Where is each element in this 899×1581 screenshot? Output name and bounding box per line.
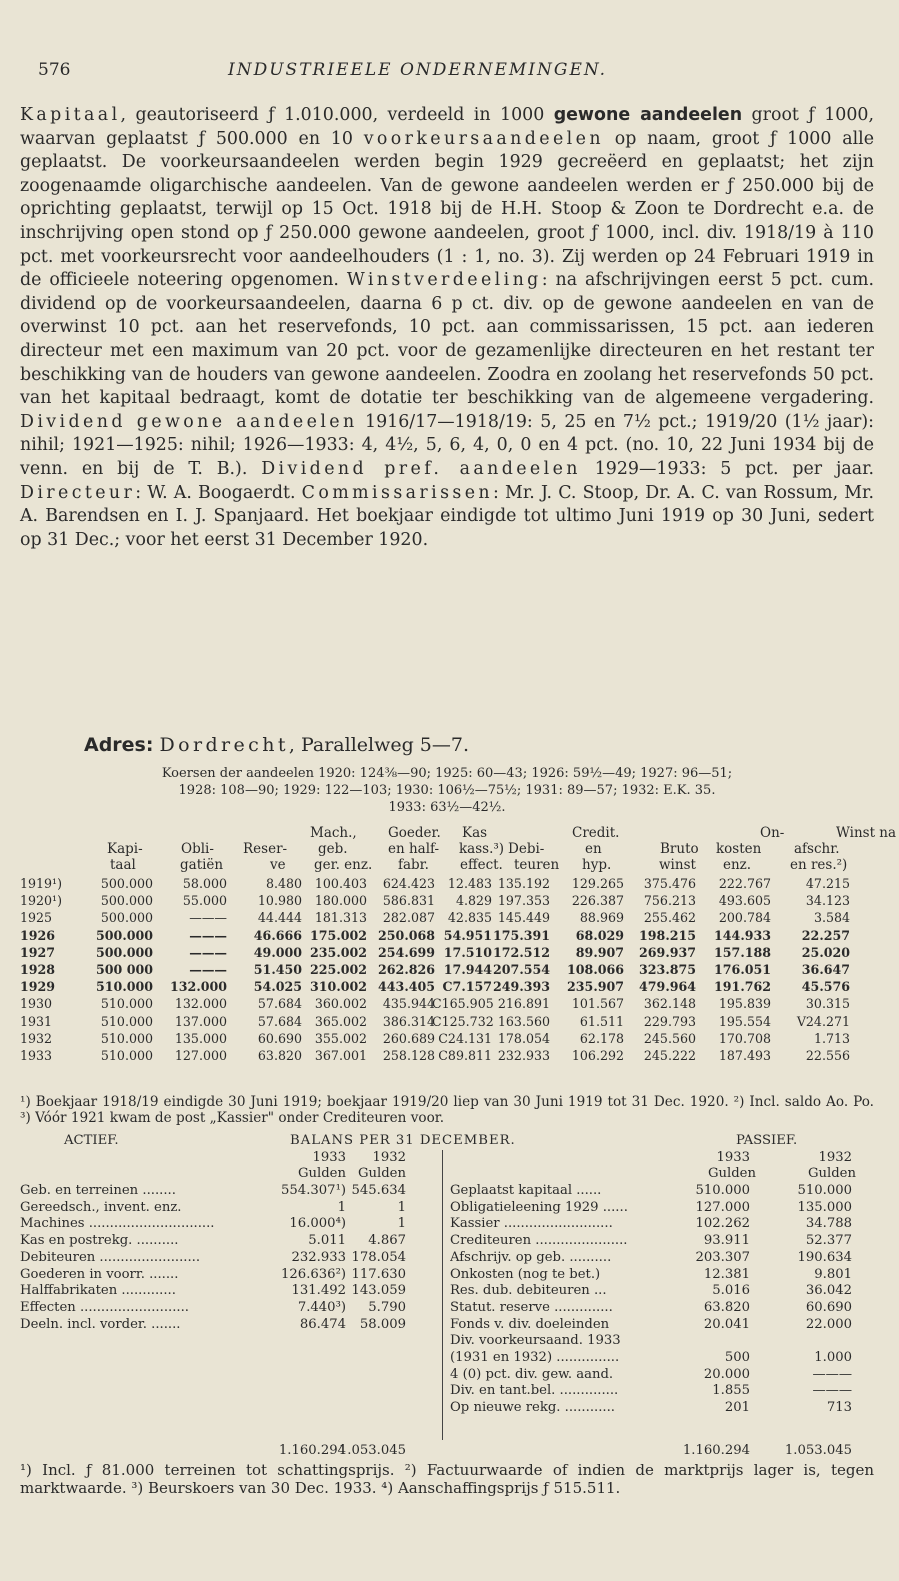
balance-title: BALANS PER 31 DECEMBER. xyxy=(290,1133,516,1148)
asset-value-1933: 16.000⁴) xyxy=(289,1216,346,1232)
table-cell: 323.875 xyxy=(639,962,696,977)
table-cell: 54.951 xyxy=(443,927,492,943)
asset-value-1932: 117.630 xyxy=(351,1266,406,1282)
asset-label: Geb. en terreinen ........ xyxy=(20,1183,176,1198)
liability-label: Div. en tant.bel. .............. xyxy=(450,1383,619,1399)
address-street: , Parallelweg 5—7. xyxy=(288,734,470,756)
table-cell: 55.000 xyxy=(182,893,227,909)
table-cell: 260.689 xyxy=(382,1030,435,1046)
liability-label: Crediteuren ...................... xyxy=(450,1233,628,1249)
table-cell: ——— xyxy=(189,927,227,943)
address-label: Adres: xyxy=(84,734,154,756)
table-cell: 197.353 xyxy=(497,893,550,909)
asset-label: Goederen in voorr. ....... xyxy=(20,1266,179,1282)
table-cell: 137.000 xyxy=(174,1013,227,1029)
table-row xyxy=(0,876,899,892)
body-run: 1929—1933: 5 pct. per jaar. xyxy=(580,458,875,479)
table-cell: 12.483 xyxy=(447,876,492,891)
table-cell: 22.257 xyxy=(801,927,850,943)
liability-value-1933: 127.000 xyxy=(695,1199,750,1215)
unit-heading: Gulden xyxy=(358,1166,406,1181)
table-cell: 216.891 xyxy=(497,996,550,1012)
table-cell: 132.000 xyxy=(170,979,227,995)
table-cell: 269.937 xyxy=(639,944,696,960)
year-heading: 1932 xyxy=(372,1150,406,1165)
table-cell: 175.391 xyxy=(493,927,550,943)
asset-value-1933: 5.011 xyxy=(308,1233,346,1249)
table-row xyxy=(0,910,899,926)
table-cell: 1.713 xyxy=(813,1030,850,1046)
liability-value-1933 xyxy=(670,1333,750,1349)
body-run: Directeur xyxy=(20,482,136,503)
column-header: Kas xyxy=(462,825,488,841)
asset-total-1932: 1.053.045 xyxy=(338,1443,406,1458)
asset-value-1933: 131.492 xyxy=(291,1283,346,1299)
liability-label: Geplaatst kapitaal ...... xyxy=(450,1183,602,1198)
liability-label: Op nieuwe rekg. ............ xyxy=(450,1400,615,1416)
liability-label: Div. voorkeursaand. 1933 xyxy=(450,1333,621,1349)
table-row xyxy=(0,928,899,944)
asset-value-1932: 5.790 xyxy=(368,1299,406,1315)
table-cell: ——— xyxy=(189,962,227,977)
liability-value-1932: 36.042 xyxy=(805,1283,852,1299)
table-cell: 60.690 xyxy=(257,1030,302,1046)
column-header: en xyxy=(585,841,602,857)
column-header: Bruto xyxy=(660,841,699,857)
table-cell: C24.131 xyxy=(438,1030,492,1046)
column-header: Mach., xyxy=(310,825,357,841)
table-cell: 258.128 xyxy=(382,1048,435,1063)
table-cell: 44.444 xyxy=(257,910,302,926)
liability-value-1932: 22.000 xyxy=(805,1316,852,1332)
liability-value-1933: 63.820 xyxy=(703,1299,750,1315)
liability-value-1932: 510.000 xyxy=(797,1183,852,1198)
table-footnote: ¹) Boekjaar 1918/19 eindigde 30 Juni 1919; boekjaar 1919/20 liep van 30 Juni 1919 tot 31 Dec. 1920. ²) Incl. saldo Ao. Po. ³) Vóór 1921 kwam de post „Kassier" onder Crediteuren voor. xyxy=(20,1094,874,1126)
table-cell: 17.944 xyxy=(443,962,492,977)
body-run: 1916/17—1918/19: 5, 25 en 7½ pct.; 1919/20 (1½ jaar): nihil; 1921—1925: nihil; 1926—1933: 4, 4½, 5, 6, 4, 0, 0 en 4 pct. (no. 10, 22 Juni 1934 bij de venn. en bij de T. B.). xyxy=(20,411,874,479)
table-cell: 510.000 xyxy=(100,1013,153,1029)
table-cell: 88.969 xyxy=(579,910,624,926)
share-price-line: Koersen der aandeelen 1920: 124⅜—90; 1925: 60—43; 1926: 59½—49; 1927: 96—51; xyxy=(161,766,733,781)
body-run: Kapitaal xyxy=(20,105,121,125)
column-header: en res.²) xyxy=(790,857,848,873)
table-cell: 235.907 xyxy=(567,979,624,995)
table-cell: 493.605 xyxy=(718,893,771,909)
table-cell: 200.784 xyxy=(718,910,771,926)
table-cell: 435.944 xyxy=(382,996,435,1012)
table-cell: ——— xyxy=(189,944,227,960)
liability-value-1932: 713 xyxy=(826,1400,852,1416)
table-cell: 386.314 xyxy=(382,1013,435,1029)
row-year: 1929 xyxy=(20,979,56,995)
liability-label: Res. dub. debiteuren ... xyxy=(450,1283,607,1299)
table-cell: 63.820 xyxy=(257,1048,302,1063)
company-description xyxy=(20,104,874,552)
address-city: Dordrecht xyxy=(159,734,289,756)
table-cell: 181.313 xyxy=(314,910,367,926)
table-row xyxy=(0,893,899,909)
asset-label: Debiteuren ........................ xyxy=(20,1249,201,1265)
liability-value-1932 xyxy=(772,1333,852,1349)
table-cell: 362.148 xyxy=(643,996,696,1012)
asset-value-1933: 1 xyxy=(337,1199,346,1215)
liability-value-1933: 510.000 xyxy=(695,1183,750,1198)
liability-label: Kassier .......................... xyxy=(450,1216,613,1232)
table-cell: 262.826 xyxy=(378,962,435,977)
table-row xyxy=(0,1031,899,1047)
unit-heading: Gulden xyxy=(708,1166,756,1181)
table-cell: 135.192 xyxy=(497,876,550,891)
liability-value-1932: 190.634 xyxy=(797,1249,852,1265)
table-cell: 51.450 xyxy=(253,962,302,977)
table-cell: C89.811 xyxy=(438,1048,492,1063)
address xyxy=(84,734,469,756)
table-cell: 360.002 xyxy=(314,996,367,1012)
table-cell: 163.560 xyxy=(497,1013,550,1029)
table-cell: 500.000 xyxy=(100,910,153,926)
body-run: Dividend pref. aandeelen xyxy=(261,458,581,479)
table-cell: 157.188 xyxy=(714,944,771,960)
table-cell: 58.000 xyxy=(182,876,227,891)
table-cell: 510.000 xyxy=(96,979,153,995)
column-header: geb. xyxy=(318,841,348,857)
unit-heading: Gulden xyxy=(808,1166,856,1181)
balance-footnote: ¹) Incl. ƒ 81.000 terreinen tot schattingsprijs. ²) Factuurwaarde of indien de marktprijs lager is, tegen marktwaarde. ³) Beurskoers van 30 Dec. 1933. ⁴) Aanschaffingsprijs ƒ 515.511. xyxy=(20,1461,874,1497)
liability-value-1933: 500 xyxy=(724,1350,750,1365)
body-run: : W. A. Boogaerdt. xyxy=(135,482,302,503)
page-number: 576 xyxy=(38,60,71,80)
table-cell: 178.054 xyxy=(497,1030,550,1046)
table-cell: 245.560 xyxy=(643,1030,696,1046)
liability-label: Obligatieleening 1929 ...... xyxy=(450,1199,628,1215)
table-cell: 10.980 xyxy=(257,893,302,909)
table-cell: 34.123 xyxy=(805,893,850,909)
row-year: 1932 xyxy=(20,1030,53,1046)
body-run: , geautoriseerd ƒ 1.010.000, verdeeld in 1000 xyxy=(120,105,554,125)
table-cell: C125.732 xyxy=(432,1013,494,1029)
asset-value-1932: 545.634 xyxy=(351,1183,406,1198)
table-row xyxy=(0,996,899,1012)
row-year: 1920¹) xyxy=(20,893,63,909)
balance-divider xyxy=(442,1150,443,1440)
table-cell: 191.762 xyxy=(714,979,771,995)
table-row xyxy=(0,945,899,961)
column-header: Reser- xyxy=(243,841,288,857)
column-header: Obli- xyxy=(181,841,214,857)
table-cell: 367.001 xyxy=(314,1048,367,1063)
table-cell: 355.002 xyxy=(314,1030,367,1046)
liability-total-1933: 1.160.294 xyxy=(682,1443,750,1458)
row-year: 1919¹) xyxy=(20,876,63,891)
row-year: 1928 xyxy=(20,962,56,977)
asset-value-1932: 143.059 xyxy=(351,1283,406,1299)
table-cell: 500 000 xyxy=(96,962,153,977)
table-cell: 365.002 xyxy=(314,1013,367,1029)
table-cell: 61.511 xyxy=(579,1013,624,1029)
liability-value-1932: 52.377 xyxy=(805,1233,852,1249)
asset-label: Deeln. incl. vorder. ....... xyxy=(20,1316,181,1332)
running-header xyxy=(38,60,879,88)
body-run: voorkeursaandeelen xyxy=(363,128,604,149)
column-header: Kapi- xyxy=(107,841,143,857)
liability-value-1933: 20.000 xyxy=(703,1366,750,1382)
row-year: 1930 xyxy=(20,996,53,1012)
table-cell: 57.684 xyxy=(257,1013,302,1029)
asset-value-1932: 58.009 xyxy=(359,1316,406,1332)
table-cell: 57.684 xyxy=(257,996,302,1012)
body-run: Winstverdeeling xyxy=(346,270,542,291)
table-cell: 30.315 xyxy=(805,996,850,1012)
table-cell: V24.271 xyxy=(796,1013,850,1029)
table-cell: 310.002 xyxy=(310,979,367,995)
table-cell: 68.029 xyxy=(575,927,624,943)
table-cell: 89.907 xyxy=(575,944,624,960)
liability-value-1932: 34.788 xyxy=(805,1216,852,1232)
liability-total-1932: 1.053.045 xyxy=(784,1443,852,1458)
running-title: INDUSTRIEELE ONDERNEMINGEN. xyxy=(228,60,608,80)
column-header: afschr. xyxy=(794,841,840,857)
table-cell: 232.933 xyxy=(497,1048,550,1063)
actief-heading: ACTIEF. xyxy=(64,1133,119,1148)
table-cell: C165.905 xyxy=(432,996,494,1012)
share-price-line: 1933: 63½—42½. xyxy=(388,800,506,815)
table-cell: 226.387 xyxy=(571,893,624,909)
asset-value-1932: 4.867 xyxy=(368,1233,406,1249)
table-cell: 510.000 xyxy=(100,1048,153,1063)
column-header: fabr. xyxy=(398,857,429,873)
table-cell: 42.835 xyxy=(447,910,492,926)
table-row xyxy=(0,962,899,978)
liability-value-1933: 203.307 xyxy=(695,1249,750,1265)
table-cell: 180.000 xyxy=(314,893,367,909)
asset-label: Halffabrikaten ............. xyxy=(20,1283,176,1299)
table-cell: 187.493 xyxy=(718,1048,771,1063)
table-cell: 510.000 xyxy=(100,996,153,1012)
asset-value-1932: 1 xyxy=(397,1216,406,1232)
table-cell: 624.423 xyxy=(382,876,435,891)
table-cell: C7.157 xyxy=(442,979,492,995)
table-cell: 222.767 xyxy=(718,876,771,891)
table-cell: 250.068 xyxy=(378,927,435,943)
asset-total-1933: 1.160.294 xyxy=(278,1443,346,1458)
table-cell: 500.000 xyxy=(100,893,153,909)
liability-value-1933: 12.381 xyxy=(703,1266,750,1282)
body-run: op naam, groot ƒ 1000 alle geplaatst. De voorkeursaandeelen werden begin 1929 gecreëerd en geplaatst; het zijn zoogenaamde oligarchische aandeelen. Van de gewone aandeelen werden er ƒ 250.000 bij de oprichting geplaatst, terwijl op 15 Oct. 1918 bij de H.H. Stoop & Zoon te Dordrecht e.a. de inschrijving open stond op ƒ 250.000 gewone aandeelen, groot ƒ 1000, incl. div. 1918/19 à 110 pct. met voorkeursrecht voor aandeelhouders (1 : 1, no. 3). Zij werden op 24 Februari 1919 in de officieele noteering opgenomen. xyxy=(20,128,874,291)
table-cell: 235.002 xyxy=(310,944,367,960)
table-cell: 100.403 xyxy=(314,876,367,891)
column-header: enz. xyxy=(723,857,752,873)
table-cell: 62.178 xyxy=(579,1030,624,1046)
table-cell: 22.556 xyxy=(805,1048,850,1063)
table-cell: 46.666 xyxy=(253,927,302,943)
table-cell: 145.449 xyxy=(497,910,550,926)
column-header: hyp. xyxy=(582,857,612,873)
table-cell: 108.066 xyxy=(567,962,624,977)
liability-value-1932: 1.000 xyxy=(814,1350,852,1365)
asset-value-1933: 232.933 xyxy=(291,1249,346,1265)
table-row xyxy=(0,1014,899,1030)
column-header: Debi- xyxy=(508,841,545,857)
column-header: Credit. xyxy=(572,825,620,841)
body-run: gewone aandeelen xyxy=(553,105,743,125)
column-header: kosten xyxy=(716,841,762,857)
table-cell: 207.554 xyxy=(493,962,550,977)
liability-label: Statut. reserve .............. xyxy=(450,1299,613,1315)
asset-value-1933: 7.440³) xyxy=(297,1299,346,1315)
passief-heading: PASSIEF. xyxy=(736,1133,798,1148)
table-cell: 101.567 xyxy=(571,996,624,1012)
asset-label: Kas en postrekg. .......... xyxy=(20,1233,179,1249)
row-year: 1933 xyxy=(20,1048,53,1063)
table-cell: 198.215 xyxy=(639,927,696,943)
table-cell: 500.000 xyxy=(96,944,153,960)
table-cell: 756.213 xyxy=(643,893,696,909)
liability-label: (1931 en 1932) ............... xyxy=(450,1350,620,1365)
table-cell: 17.510 xyxy=(443,944,492,960)
liability-label: Afschrijv. op geb. .......... xyxy=(450,1249,612,1265)
liability-value-1932: 135.000 xyxy=(797,1199,852,1215)
table-cell: 225.002 xyxy=(310,962,367,977)
table-cell: 106.292 xyxy=(571,1048,624,1063)
table-row xyxy=(0,1048,899,1064)
liability-label: Onkosten (nog te bet.) xyxy=(450,1266,601,1282)
table-cell: 176.051 xyxy=(714,962,771,977)
table-cell: 282.087 xyxy=(382,910,435,926)
asset-value-1933: 126.636²) xyxy=(281,1266,346,1282)
body-run: : na afschrijvingen eerst 5 pct. cum. dividend op de voorkeursaandeelen, daarna 6 p ct. div. op de gewone aandeelen en van de overwinst 10 pct. aan het reservefonds, 10 pct. aan commissarissen, 15 pct. aan iederen directeur met een maximum van 20 pct. voor de gezamenlijke directeuren en het restant ter beschikking van de houders van gewone aandeelen. Zoodra en zoolang het reservefonds 50 pct. van het kapitaal bedraagt, komt de dotatie ter beschikking van de algemeene vergadering. xyxy=(20,270,874,409)
asset-value-1933: 554.307¹) xyxy=(281,1183,346,1198)
table-cell: 45.576 xyxy=(801,979,850,995)
liability-value-1933: 1.855 xyxy=(712,1383,750,1399)
row-year: 1927 xyxy=(20,944,56,960)
table-cell: 510.000 xyxy=(100,1030,153,1046)
asset-label: Effecten .......................... xyxy=(20,1299,189,1315)
table-cell: 54.025 xyxy=(253,979,302,995)
table-cell: 586.831 xyxy=(382,893,435,909)
liability-value-1933: 5.016 xyxy=(712,1283,750,1299)
column-header: en half- xyxy=(388,841,440,857)
column-header: kass.³) xyxy=(459,841,505,857)
row-year: 1926 xyxy=(20,927,56,943)
row-year: 1925 xyxy=(20,910,53,926)
column-header: gatiën xyxy=(180,857,224,873)
table-cell: 4.829 xyxy=(455,893,492,909)
asset-value-1933: 86.474 xyxy=(299,1316,346,1332)
liability-value-1932: 60.690 xyxy=(805,1299,852,1315)
table-cell: 249.393 xyxy=(493,979,550,995)
year-heading: 1933 xyxy=(716,1150,750,1165)
table-cell: 36.647 xyxy=(801,962,850,977)
column-header: On- xyxy=(760,825,785,841)
column-header: Goeder. xyxy=(388,825,441,841)
unit-heading: Gulden xyxy=(298,1166,346,1181)
table-cell: 479.964 xyxy=(639,979,696,995)
body-run: : Mr. J. C. Stoop, Dr. A. C. van Rossum, Mr. A. Barendsen en I. J. Spanjaard. Het boekjaar eindigde tot ultimo Juni 1919 op 30 Juni, sedert op 31 Dec.; voor het eerst 31 December 1920. xyxy=(20,482,874,550)
column-header: teuren xyxy=(514,857,560,873)
body-run: Commissarissen xyxy=(301,482,494,503)
row-year: 1931 xyxy=(20,1013,53,1029)
liability-value-1933: 20.041 xyxy=(703,1316,750,1332)
table-cell: 25.020 xyxy=(801,944,850,960)
table-cell: 129.265 xyxy=(571,876,624,891)
liability-value-1932: ——— xyxy=(812,1366,852,1382)
body-run: Dividend gewone aandeelen xyxy=(20,411,358,432)
asset-label: Machines .............................. xyxy=(20,1216,215,1232)
table-cell: 175.002 xyxy=(310,927,367,943)
liability-label: 4 (0) pct. div. gew. aand. xyxy=(450,1366,614,1382)
table-cell: 254.699 xyxy=(378,944,435,960)
table-cell: 245.222 xyxy=(643,1048,696,1063)
table-cell: 255.462 xyxy=(643,910,696,926)
table-cell: 135.000 xyxy=(174,1030,227,1046)
liability-value-1933: 102.262 xyxy=(695,1216,750,1232)
liability-label: Fonds v. div. doeleinden xyxy=(450,1316,610,1332)
asset-label: Gereedsch., invent. enz. xyxy=(20,1199,182,1215)
share-price-block xyxy=(20,765,874,816)
table-cell: 195.554 xyxy=(718,1013,771,1029)
year-heading: 1932 xyxy=(818,1150,852,1165)
liability-value-1932: ——— xyxy=(812,1383,852,1399)
table-cell: 375.476 xyxy=(643,876,696,891)
table-cell: 3.584 xyxy=(813,910,850,926)
column-header: winst xyxy=(659,857,696,873)
column-header: effect. xyxy=(460,857,503,873)
table-cell: 443.405 xyxy=(378,979,435,995)
liability-value-1932: 9.801 xyxy=(814,1266,852,1282)
table-cell: 49.000 xyxy=(253,944,302,960)
share-price-line: 1928: 108—90; 1929: 122—103; 1930: 106½—75½; 1931: 89—57; 1932: E.K. 35. xyxy=(178,783,716,798)
table-cell: 8.480 xyxy=(265,876,302,891)
column-header: Winst na xyxy=(836,825,897,841)
table-cell: ——— xyxy=(189,910,227,926)
column-header: taal xyxy=(110,857,136,873)
table-cell: 127.000 xyxy=(174,1048,227,1063)
table-cell: 500.000 xyxy=(100,876,153,891)
table-cell: 229.793 xyxy=(643,1013,696,1029)
table-cell: 500.000 xyxy=(96,927,153,943)
table-cell: 170.708 xyxy=(718,1030,771,1046)
table-row xyxy=(0,979,899,995)
table-cell: 172.512 xyxy=(493,944,550,960)
table-cell: 195.839 xyxy=(718,996,771,1012)
asset-value-1932: 178.054 xyxy=(351,1249,406,1265)
year-heading: 1933 xyxy=(312,1150,346,1165)
body-run: groot ƒ 1000, waarvan geplaatst ƒ 500.000 en 10 xyxy=(20,105,874,149)
column-header: ger. enz. xyxy=(314,857,373,873)
table-cell: 47.215 xyxy=(805,876,850,891)
liability-value-1933: 201 xyxy=(724,1400,750,1416)
column-header: ve xyxy=(270,857,286,873)
asset-value-1932: 1 xyxy=(397,1199,406,1215)
table-cell: 132.000 xyxy=(174,996,227,1012)
table-cell: 144.933 xyxy=(714,927,771,943)
liability-value-1933: 93.911 xyxy=(703,1233,750,1249)
